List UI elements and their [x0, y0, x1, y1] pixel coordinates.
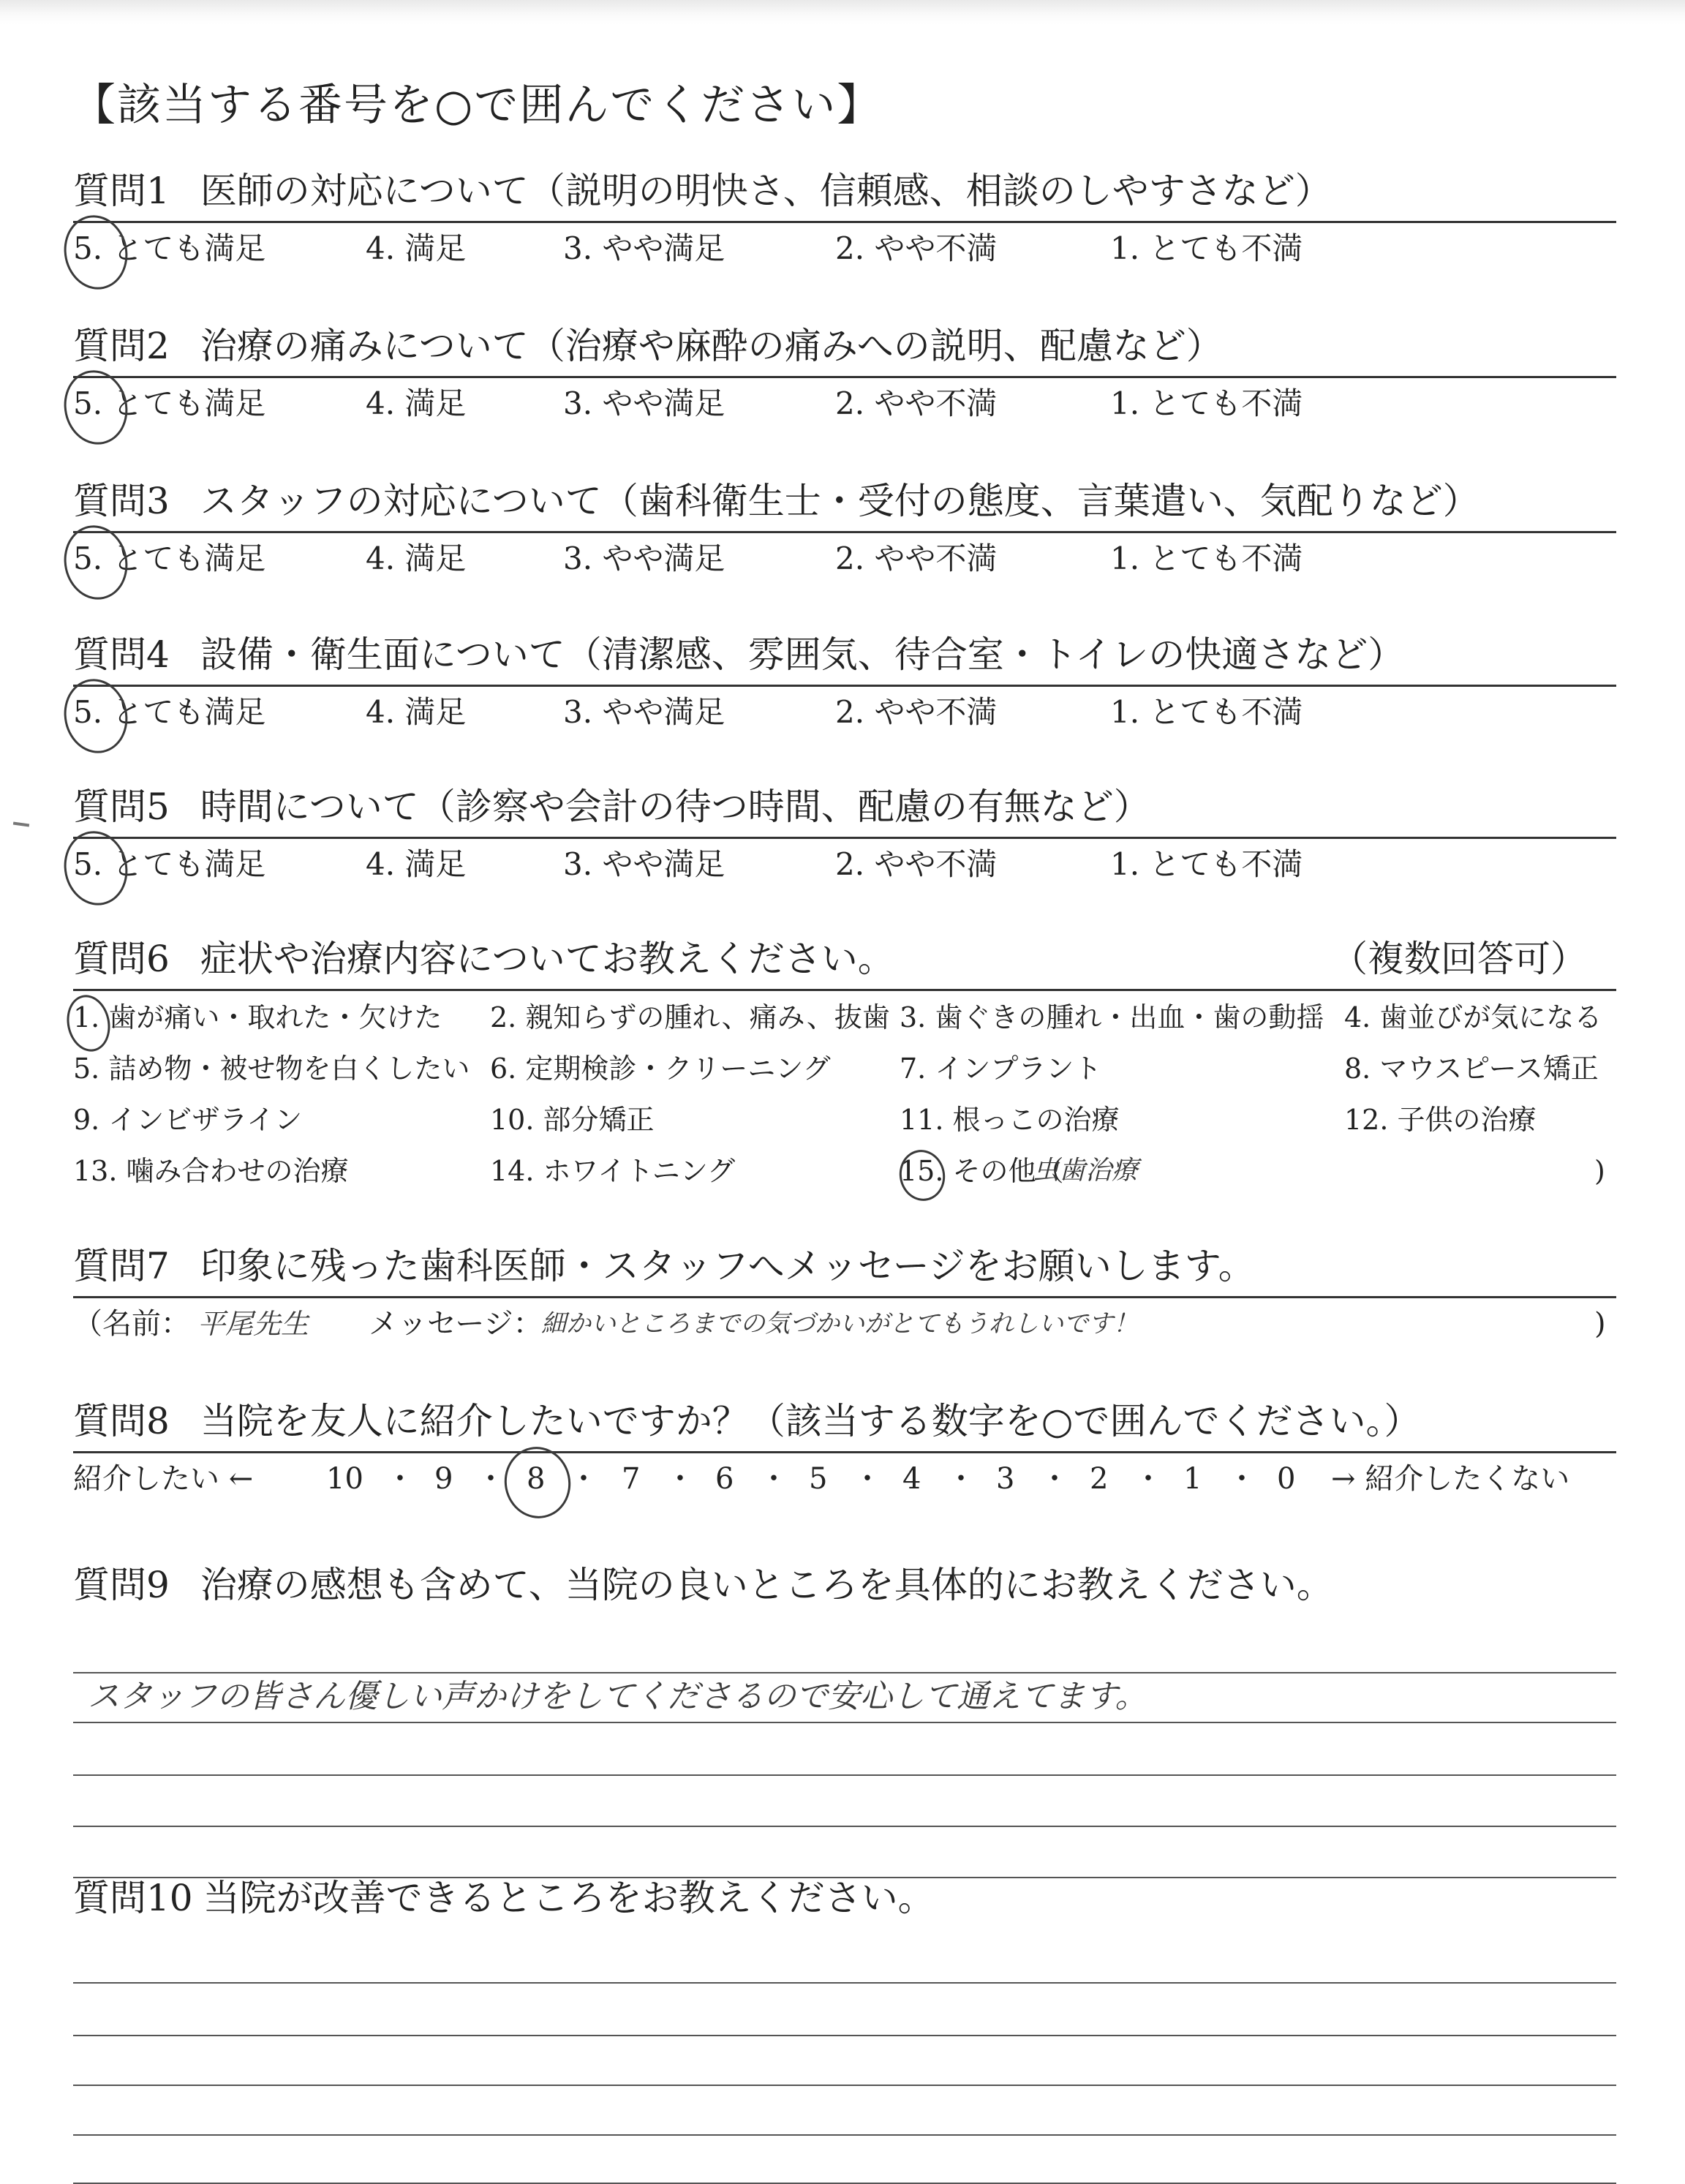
- symptom-option-3[interactable]: 3. 歯ぐきの腫れ・出血・歯の動揺: [900, 1001, 1324, 1033]
- scale-number-8[interactable]: 8: [527, 1462, 546, 1496]
- question-number: 質問3: [73, 480, 170, 522]
- question-text: 印象に残った歯科医師・スタッフへメッセージをお願いします。: [200, 1245, 1255, 1287]
- option-4[interactable]: 4. 満足: [366, 385, 467, 421]
- option-3[interactable]: 3. やや満足: [563, 230, 725, 266]
- option-3[interactable]: 3. やや満足: [563, 541, 725, 576]
- scale-number-10[interactable]: 10: [326, 1462, 363, 1496]
- question-number: 質問1: [73, 170, 170, 212]
- question-text: 当院を友人に紹介したいですか？（該当する数字を○で囲んでください。）: [200, 1400, 1421, 1442]
- scale-separator: ・: [476, 1462, 505, 1496]
- question-text: 治療の感想も含めて、当院の良いところを具体的にお教えください。: [200, 1564, 1333, 1606]
- option-1[interactable]: 1. とても不満: [1110, 846, 1303, 882]
- recommend-scale: [73, 1450, 1616, 1508]
- option-4[interactable]: 4. 満足: [366, 694, 467, 730]
- hand-circle-mark: [498, 1441, 577, 1525]
- option-3[interactable]: 3. やや満足: [563, 694, 725, 730]
- question-text: 治療の痛みについて（治療や麻酔の痛みへの説明、配慮など）: [200, 325, 1223, 367]
- question-number: 質問9: [73, 1564, 170, 1606]
- option-4[interactable]: 4. 満足: [366, 846, 467, 882]
- message-row: [73, 1295, 1616, 1353]
- scale-separator: ・: [666, 1462, 695, 1496]
- option-2[interactable]: 2. やや不満: [835, 846, 998, 882]
- answer-line[interactable]: [73, 2134, 1616, 2136]
- page-title: 【該当する番号を○で囲んでください】: [72, 80, 883, 131]
- question-text: 症状や治療内容についてお教えください。: [200, 938, 894, 980]
- scale-separator: ・: [385, 1462, 415, 1496]
- option-3[interactable]: 3. やや満足: [563, 385, 725, 421]
- message-close-paren: ): [1594, 1307, 1606, 1341]
- scale-number-1[interactable]: 1: [1183, 1462, 1202, 1496]
- symptom-option-6[interactable]: 6. 定期検診・クリーニング: [490, 1053, 831, 1085]
- question-7-header: [73, 1238, 1616, 1295]
- symptom-option-7[interactable]: 7. インプラント: [900, 1053, 1102, 1085]
- symptom-option-14[interactable]: 14. ホワイトニング: [490, 1155, 736, 1187]
- question-6: [73, 930, 1616, 1207]
- name-value[interactable]: 平尾先生: [197, 1308, 309, 1340]
- option-5[interactable]: 5. とても満足: [73, 694, 266, 730]
- question-text: 設備・衛生面について（清潔感、雰囲気、待合室・トイレの快適さなど）: [200, 633, 1405, 676]
- option-1[interactable]: 1. とても不満: [1110, 230, 1303, 266]
- option-5[interactable]: 5. とても満足: [73, 846, 266, 882]
- question-text: 時間について（診察や会計の待つ時間、配慮の有無など）: [200, 786, 1150, 828]
- answer-line[interactable]: [73, 2035, 1616, 2036]
- scale-number-3[interactable]: 3: [996, 1462, 1015, 1496]
- question-6-options: [73, 992, 1616, 1211]
- option-1[interactable]: 1. とても不満: [1110, 694, 1303, 730]
- question-4: [73, 626, 1616, 742]
- multiple-answer-note: （複数回答可）: [1331, 938, 1587, 980]
- symptom-option-12[interactable]: 12. 子供の治療: [1344, 1104, 1537, 1136]
- answer-line: [73, 1826, 1616, 1827]
- scale-separator: ・: [759, 1462, 788, 1496]
- question-10: [73, 1869, 1616, 1927]
- question-rule: [73, 989, 1616, 991]
- question-number: 質問2: [73, 325, 170, 367]
- question-number: 質問8: [73, 1400, 170, 1442]
- scale-left-label: 紹介したい ←: [73, 1462, 254, 1496]
- option-2[interactable]: 2. やや不満: [835, 230, 998, 266]
- question-1: [73, 162, 1616, 278]
- question-text: 当院が改善できるところをお教えください。: [203, 1877, 935, 1919]
- symptom-option-15[interactable]: 15. その他（: [900, 1155, 1064, 1187]
- symptom-option-5[interactable]: 5. 詰め物・被せ物を白くしたい: [73, 1053, 470, 1085]
- answer-line[interactable]: [73, 1982, 1616, 1984]
- symptom-option-13[interactable]: 13. 噛み合わせの治療: [73, 1155, 349, 1187]
- scale-separator: ・: [1040, 1462, 1069, 1496]
- option-2[interactable]: 2. やや不満: [835, 694, 998, 730]
- scale-number-0[interactable]: 0: [1277, 1462, 1296, 1496]
- other-close-paren: ): [1594, 1155, 1605, 1187]
- question-8-header: [73, 1393, 1616, 1450]
- option-5[interactable]: 5. とても満足: [73, 385, 266, 421]
- symptom-option-2[interactable]: 2. 親知らずの腫れ、痛み、抜歯: [490, 1001, 890, 1033]
- answer-line[interactable]: [73, 2085, 1616, 2086]
- question-2-options: [73, 374, 1616, 433]
- scale-separator: ・: [1227, 1462, 1256, 1496]
- option-3[interactable]: 3. やや満足: [563, 846, 725, 882]
- question-7: [73, 1238, 1616, 1353]
- question-number: 質問6: [73, 938, 170, 980]
- scale-separator: ・: [569, 1462, 598, 1496]
- question-5-header: [73, 778, 1616, 835]
- question-3: [73, 472, 1616, 588]
- option-4[interactable]: 4. 満足: [366, 541, 467, 576]
- option-1[interactable]: 1. とても不満: [1110, 385, 1303, 421]
- question-9-header: [73, 1556, 1616, 1613]
- option-4[interactable]: 4. 満足: [366, 230, 467, 266]
- scale-number-4[interactable]: 4: [902, 1462, 921, 1496]
- symptom-option-1[interactable]: 1. 歯が痛い・取れた・欠けた: [73, 1001, 442, 1033]
- scale-separator: ・: [946, 1462, 976, 1496]
- question-2-header: [73, 317, 1616, 374]
- question-4-options: [73, 683, 1616, 742]
- option-2[interactable]: 2. やや不満: [835, 541, 998, 576]
- scale-separator: ・: [1134, 1462, 1163, 1496]
- message-label: メッセージ：: [369, 1307, 543, 1341]
- question-9: [73, 1556, 1616, 1715]
- message-value[interactable]: 細かいところまでの気づかいがとてもうれしいです！: [541, 1309, 1138, 1338]
- question-2: [73, 317, 1616, 433]
- other-handwritten-text: 虫歯治療: [1033, 1156, 1139, 1186]
- symptom-option-8[interactable]: 8. マウスピース矯正: [1344, 1053, 1599, 1085]
- question-1-header: [73, 162, 1616, 219]
- option-5[interactable]: 5. とても満足: [73, 230, 266, 266]
- question-text: スタッフの対応について（歯科衛生士・受付の態度、言葉遣い、気配りなど）: [200, 480, 1479, 522]
- symptom-option-4[interactable]: 4. 歯並びが気になる: [1344, 1001, 1602, 1033]
- question-4-header: [73, 626, 1616, 683]
- question-number: 質問10: [73, 1877, 193, 1919]
- scale-right-label: → 紹介したくない: [1331, 1462, 1570, 1496]
- question-3-options: [73, 530, 1616, 588]
- question-1-options: [73, 219, 1616, 278]
- question-6-header: [73, 930, 1616, 987]
- option-1[interactable]: 1. とても不満: [1110, 541, 1303, 576]
- scale-number-7[interactable]: 7: [622, 1462, 641, 1496]
- question-10-header: [73, 1869, 1616, 1927]
- symptom-option-10[interactable]: 10. 部分矯正: [490, 1104, 655, 1136]
- scale-number-9[interactable]: 9: [434, 1462, 453, 1496]
- scale-number-5[interactable]: 5: [809, 1462, 828, 1496]
- symptom-option-11[interactable]: 11. 根っこの治療: [900, 1104, 1120, 1136]
- question-3-header: [73, 472, 1616, 530]
- scale-separator: ・: [853, 1462, 882, 1496]
- good-points-answer[interactable]: スタッフの皆さん優しい声かけをしてくださるので安心して通えてます。: [88, 1678, 1147, 1715]
- option-2[interactable]: 2. やや不満: [835, 385, 998, 421]
- question-number: 質問4: [73, 633, 170, 676]
- scale-number-2[interactable]: 2: [1090, 1462, 1109, 1496]
- scale-number-6[interactable]: 6: [715, 1462, 734, 1496]
- answer-line: [73, 1774, 1616, 1776]
- question-number: 質問7: [73, 1245, 170, 1287]
- name-label: （名前：: [73, 1307, 190, 1341]
- question-5-options: [73, 835, 1616, 894]
- question-8: [73, 1393, 1616, 1508]
- symptom-option-9[interactable]: 9. インビザライン: [73, 1104, 303, 1136]
- question-text: 医師の対応について（説明の明快さ、信頼感、相談のしやすさなど）: [200, 170, 1332, 212]
- option-5[interactable]: 5. とても満足: [73, 541, 266, 576]
- question-5: [73, 778, 1616, 894]
- question-number: 質問5: [73, 786, 170, 828]
- answer-line: [73, 1722, 1616, 1723]
